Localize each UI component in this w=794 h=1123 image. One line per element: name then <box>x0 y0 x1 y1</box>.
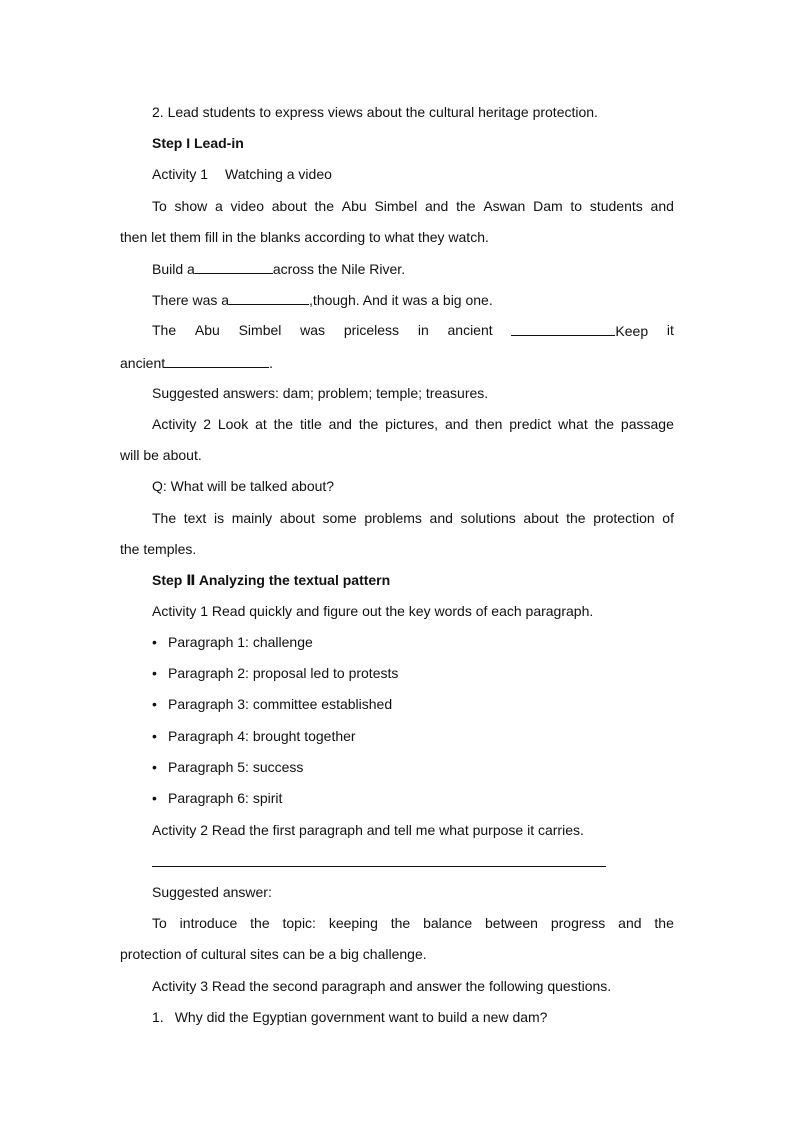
intro-word: Abu <box>341 198 367 214</box>
blank-sentence-3 <box>152 321 674 340</box>
bullet-icon: • <box>152 758 157 775</box>
purpose-word: introduce <box>179 915 238 931</box>
purpose-word: keeping <box>328 915 378 931</box>
summary-word: problems <box>364 510 422 526</box>
activity-1-label: Activity 1 <box>152 166 209 182</box>
purpose-word: between <box>485 915 538 931</box>
prompt-word: and <box>444 416 469 432</box>
paragraph-keyword-item <box>152 664 398 682</box>
summary-word: the <box>566 510 586 526</box>
activity-1-heading <box>152 165 332 183</box>
intro-word: To <box>152 198 167 214</box>
intro-word: video <box>230 198 264 214</box>
prompt-word: what <box>558 416 588 432</box>
summary-word: about <box>523 510 559 526</box>
question-1 <box>152 1008 547 1026</box>
answer-line[interactable] <box>152 866 606 867</box>
activity-2-prompt-cont: will be about. <box>120 447 202 463</box>
paragraph-keyword-item <box>152 633 313 651</box>
fill-blank-3[interactable] <box>511 321 615 336</box>
purpose-word: the <box>390 915 411 931</box>
summary-word: protection <box>593 510 655 526</box>
intro-word: Dam <box>533 198 563 214</box>
prompt-word: at <box>255 416 267 432</box>
blank-sentence-2 <box>152 290 493 309</box>
bullet-icon: • <box>152 727 157 744</box>
purpose-word: the <box>250 915 270 931</box>
purpose-word: progress <box>550 915 606 931</box>
question-1-text: Why did the Egyptian government want to build a new dam? <box>174 1009 548 1025</box>
intro-word: to <box>570 198 583 214</box>
prompt-word: Look <box>217 416 249 432</box>
intro-word: show <box>174 198 208 214</box>
intro-word: Simbel <box>374 198 418 214</box>
goal-2: 2. Lead students to express views about the cultural heritage protection. <box>152 104 598 120</box>
prompt-word: the <box>594 416 615 432</box>
intro-word: and <box>650 198 674 214</box>
bullet-icon: • <box>152 696 157 713</box>
blank-2-post: ,though. And it was a big one. <box>309 292 493 308</box>
blank-3-word: Simbel <box>238 322 282 338</box>
paragraph-keyword-text: Paragraph 4: brought together <box>168 727 356 744</box>
prompt-word: title <box>299 416 322 432</box>
intro-word: Aswan <box>483 198 526 214</box>
fill-blank-2[interactable] <box>229 290 309 305</box>
text-summary <box>152 509 674 527</box>
prompt-word: the <box>358 416 379 432</box>
fill-blank-1[interactable] <box>195 259 273 274</box>
activity-1-intro-cont: then let them fill in the blanks according to what they watch. <box>120 229 489 245</box>
step-2-heading: Step Ⅱ Analyzing the textual pattern <box>152 572 391 588</box>
step-1-heading: Step I Lead-in <box>152 135 244 151</box>
bullet-icon: • <box>152 790 157 806</box>
paragraph-keyword-item <box>152 695 392 713</box>
summary-word: solutions <box>460 510 516 526</box>
suggested-answer-label: Suggested answer: <box>152 884 272 900</box>
text-summary-cont: the temples. <box>120 541 197 557</box>
summary-word: is <box>213 510 225 526</box>
paragraph-keyword-text: Paragraph 3: committee established <box>168 696 393 713</box>
blank-2-pre: There was a <box>152 292 230 308</box>
blank-1-post: across the Nile River. <box>272 261 406 277</box>
paragraph-keyword-text: Paragraph 5: success <box>168 758 304 775</box>
prompt-word: pictures, <box>385 416 439 432</box>
question: Q: What will be talked about? <box>152 478 335 494</box>
prompt-word: predict <box>509 416 552 432</box>
step-2-activity-3: Activity 3 Read the second paragraph and answer the following questions. <box>152 978 612 994</box>
purpose-word: and <box>618 915 642 931</box>
purpose-word: topic: <box>282 915 316 931</box>
blank-3-word: The <box>152 322 177 338</box>
purpose-word: balance <box>423 915 473 931</box>
paragraph-keyword-item <box>152 789 282 807</box>
intro-word: and <box>424 198 449 214</box>
prompt-word: and <box>328 416 352 432</box>
purpose-word: To <box>152 915 167 931</box>
activity-1-answers: Suggested answers: dam; problem; temple; treasures. <box>152 385 489 401</box>
blank-3-group <box>511 321 648 340</box>
blank-3-word: ancient <box>447 322 493 338</box>
activity-2-prompt <box>152 415 674 433</box>
summary-word: some <box>322 510 357 526</box>
blank-3-word: was <box>300 322 326 338</box>
summary-word: of <box>662 510 674 526</box>
paragraph-keyword-text: Paragraph 1: challenge <box>168 634 313 650</box>
paragraph-keyword-item <box>152 758 303 776</box>
purpose-answer <box>152 914 674 932</box>
paragraph-keyword-item <box>152 727 356 745</box>
blank-3-word: Abu <box>194 322 220 338</box>
step-2-activity-1: Activity 1 Read quickly and figure out the key words of each paragraph. <box>152 603 594 619</box>
summary-word: about <box>279 510 315 526</box>
purpose-word: the <box>654 915 674 931</box>
prompt-word: the <box>273 416 294 432</box>
blank-3-word: it <box>666 322 674 338</box>
summary-word: text <box>183 510 207 526</box>
intro-word: students <box>589 198 643 214</box>
intro-word: a <box>214 198 223 214</box>
blank-1-pre: Build a <box>152 261 195 277</box>
blank-sentence-3-cont <box>120 353 273 372</box>
blank-3-word: Keep <box>615 323 649 339</box>
blank-sentence-1 <box>152 259 405 278</box>
prompt-word: then <box>475 416 503 432</box>
question-1-number: 1. <box>152 1009 164 1025</box>
intro-word: the <box>456 198 476 214</box>
bullet-icon: • <box>152 665 157 682</box>
prompt-word: Activity <box>152 416 197 432</box>
activity-1-intro <box>152 197 674 215</box>
intro-word: the <box>314 198 335 214</box>
prompt-word: 2 <box>203 416 211 432</box>
blank-3-cont-pre: ancient <box>120 355 166 371</box>
blank-3-word: in <box>417 322 429 338</box>
step-2-activity-2: Activity 2 Read the first paragraph and tell me what purpose it carries. <box>152 822 584 838</box>
paragraph-keyword-text: Paragraph 2: proposal led to protests <box>168 665 399 682</box>
bullet-icon: • <box>152 634 157 650</box>
summary-word: mainly <box>231 510 273 526</box>
intro-word: about <box>271 198 307 214</box>
blank-3-word: priceless <box>343 322 400 338</box>
blank-3-cont-post: . <box>269 355 274 371</box>
summary-word: and <box>429 510 453 526</box>
prompt-word: passage <box>620 416 674 432</box>
purpose-answer-cont: protection of cultural sites can be a big challenge. <box>120 946 427 962</box>
activity-1-title: Watching a video <box>225 166 332 182</box>
paragraph-keyword-text: Paragraph 6: spirit <box>168 790 283 806</box>
summary-word: The <box>152 510 177 526</box>
fill-blank-4[interactable] <box>165 353 269 368</box>
